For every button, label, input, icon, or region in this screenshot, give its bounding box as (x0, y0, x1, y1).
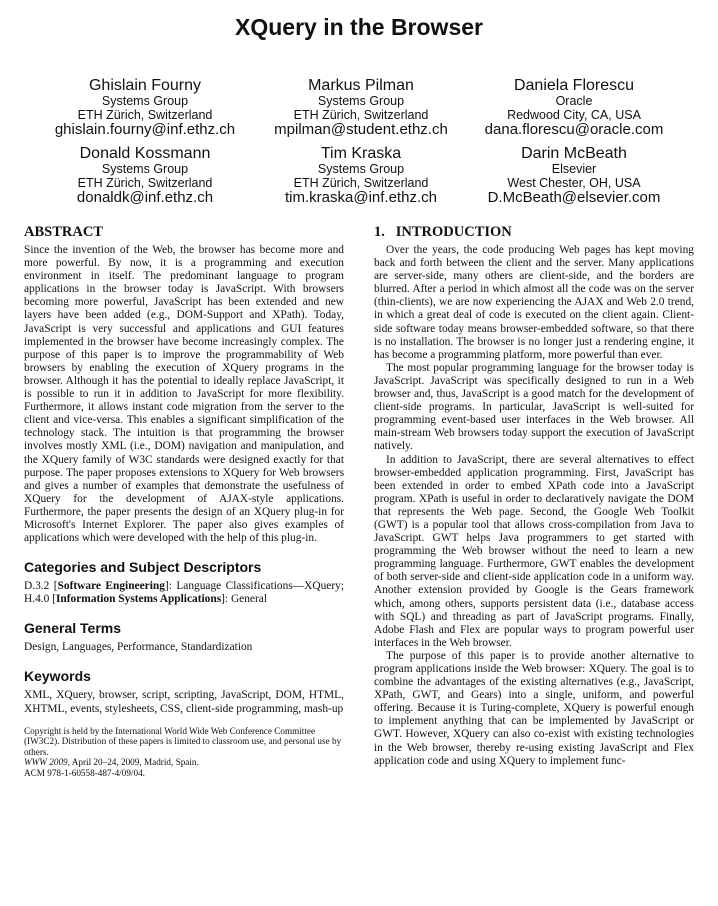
conference-date: April 20–24, 2009, Madrid, Spain. (69, 757, 199, 768)
right-column (374, 224, 694, 768)
intro-paragraph: Over the years, the code producing Web pages has kept moving back and forth between the client and the server. Many applications are server-side, many others are client-side, and the borders are blurred. After a period in which almost all the code was on the server (thin-clients), we are now experiencing the AJAX and Web 2.0 trend, in which a great deal of code is executed on the client again. Client-side software today means browser-embedded software, so that there is no installation. The browser is no longer just a rendering engine, it has become a programming platform, more powerful than ever. (374, 244, 694, 361)
intro-paragraph: In addition to JavaScript, there are several alternatives to effect browser-embedded application programming. First, JavaScript has been extended in order to embed XPath code into a JavaScript program. XPath is useful in order to declaratively navigate the DOM that represents the Web page. Second, the Google Web Toolkit (GWT) is a popular tool that allows cross-compilation from Java to JavaScript. GWT helps Java programmers to get started with programming the Web browser without the need to learn a new programming language. Furthermore, GWT enables the development of both server-side and client-side application code in a uniform way. Another extension provided by Google is the Gears framework which, among others, supports persistent data (i.e., database access with SQL) and threading as part of JavaScript programs. Finally, Adobe Flash and Flex are popular ways to program powerful user interfaces in the Web browser. (374, 453, 694, 649)
categories-part: ]: Language Classifications—XQuery; H.4.0 [ (24, 580, 344, 606)
author-location: West Chester, OH, USA (507, 175, 641, 190)
author-email: ghislain.fourny@inf.ethz.ch (54, 121, 236, 138)
author-2 (256, 76, 466, 138)
abstract-heading: ABSTRACT (24, 224, 103, 240)
author-6 (469, 144, 679, 206)
author-affiliation: Systems Group (317, 162, 405, 176)
author-name: Ghislain Fourny (88, 77, 202, 94)
author-affiliation: Systems Group (101, 162, 189, 176)
copyright-statement: Copyright is held by the International World Wide Web Conference Committee (IW3C2). Distribution of these papers is limited to classroom use, and personal use by others. (24, 725, 342, 757)
author-location: Redwood City, CA, USA (507, 107, 641, 122)
author-name: Markus Pilman (308, 77, 414, 94)
author-location: ETH Zürich, Switzerland (293, 175, 429, 190)
left-column (24, 224, 344, 779)
acm-identifier: ACM 978-1-60558-487-4/09/04. (24, 768, 145, 778)
introduction-heading: 1. INTRODUCTION (374, 224, 512, 240)
author-location: ETH Zürich, Switzerland (293, 107, 429, 122)
paper-title: XQuery in the Browser (235, 14, 483, 40)
copyright-notice (24, 726, 344, 779)
intro-paragraph: The most popular programming language for the browser today is JavaScript. JavaScript was specifically designed to run in a Web browser and, thus, JavaScript is a good match for the development of client-side programs. In particular, JavaScript is well-suited for programming event-based user interfaces in the Web browser. All main-stream Web browsers today support the execution of JavaScript natively. (374, 361, 694, 453)
author-email: dana.florescu@oracle.com (484, 121, 664, 138)
author-name: Daniela Florescu (513, 77, 635, 94)
conference-line (24, 757, 344, 768)
abstract-text: Since the invention of the Web, the browser has become more and more powerful. By now, it is a programming and execution environment in itself. The predominant language to program applications in the browser today is JavaScript. With browsers becoming more powerful, JavaScript has been extended and new layers have been added (e.g., DOM-Support and XPath). Today, JavaScript is very successful and applications and GUI features implemented in the browser have become increasingly complex. The purpose of this paper is to improve the programmability of Web browsers by enabling the execution of XQuery programs in the browser. Although it has the potential to ideally replace JavaScript, it is possible to run it in addition to JavaScript for more flexibility. Furthermore, it allows instant code migration from the server to the client and vice-versa. This enables a significant simplification of the technology stack. The intuition is that programming the browser involves mostly XML (i.e., DOM) navigation and manipulation, and the XQuery family of W3C standards were designed exactly for that purpose. The paper proposes extensions to XQuery for Web browsers and gives a number of examples that demonstrate the usefulness of XQuery for the development of AJAX-style applications. Furthermore, the paper presents the design of an XQuery plug-in for Microsoft's Internet Explorer. The paper also gives examples of applications which were developed with the help of this plug-in. (24, 244, 344, 545)
author-name: Darin McBeath (521, 145, 627, 162)
author-affiliation: Systems Group (101, 94, 189, 108)
categories-heading: Categories and Subject Descriptors (24, 559, 262, 576)
keywords-text: XML, XQuery, browser, script, scripting, JavaScript, DOM, HTML, XHTML, events, stylesheets, CSS, client-side programming, mash-up (24, 689, 344, 715)
author-email: D.McBeath@elsevier.com (487, 189, 661, 206)
author-location: ETH Zürich, Switzerland (77, 107, 213, 122)
author-affiliation: Systems Group (317, 94, 405, 108)
author-3 (469, 76, 679, 138)
author-5 (256, 144, 466, 206)
general-terms-text: Design, Languages, Performance, Standardization (24, 641, 253, 654)
author-email: donaldk@inf.ethz.ch (76, 189, 214, 206)
author-affiliation: Oracle (555, 94, 593, 108)
keywords-heading: Keywords (24, 668, 91, 685)
conference-name: WWW 2009, (24, 757, 70, 768)
author-4 (40, 144, 250, 206)
author-name: Tim Kraska (320, 145, 402, 162)
category-information-systems: Information Systems Applications (55, 593, 222, 606)
author-affiliation: Elsevier (551, 162, 597, 176)
general-terms-heading: General Terms (24, 620, 122, 637)
author-name: Donald Kossmann (79, 145, 211, 162)
author-email: tim.kraska@inf.ethz.ch (285, 189, 437, 206)
author-1 (40, 76, 250, 138)
author-location: ETH Zürich, Switzerland (77, 175, 213, 190)
categories-part: ]: General (221, 593, 267, 606)
category-software-engineering: Software Engineering (57, 580, 165, 593)
categories-text (24, 580, 344, 606)
categories-part: D.3.2 [ (24, 580, 58, 593)
intro-paragraph: The purpose of this paper is to provide another alternative to program applications inside the Web browser: XQuery. The goal is to combine the advantages of the existing alternatives (e.g., JavaScript, XPath, GWT, and Gears) into a single, uniform, and powerful offering. Because it is Turing-complete, XQuery is powerful enough to implement anything that can be implemented by JavaScript or GWT. However, XQuery can also co-exist with existing technologies in the Web browser, thereby re-using existing JavaScript and Flex application code and using XQuery to implement func- (374, 649, 694, 767)
author-email: mpilman@student.ethz.ch (274, 121, 448, 138)
